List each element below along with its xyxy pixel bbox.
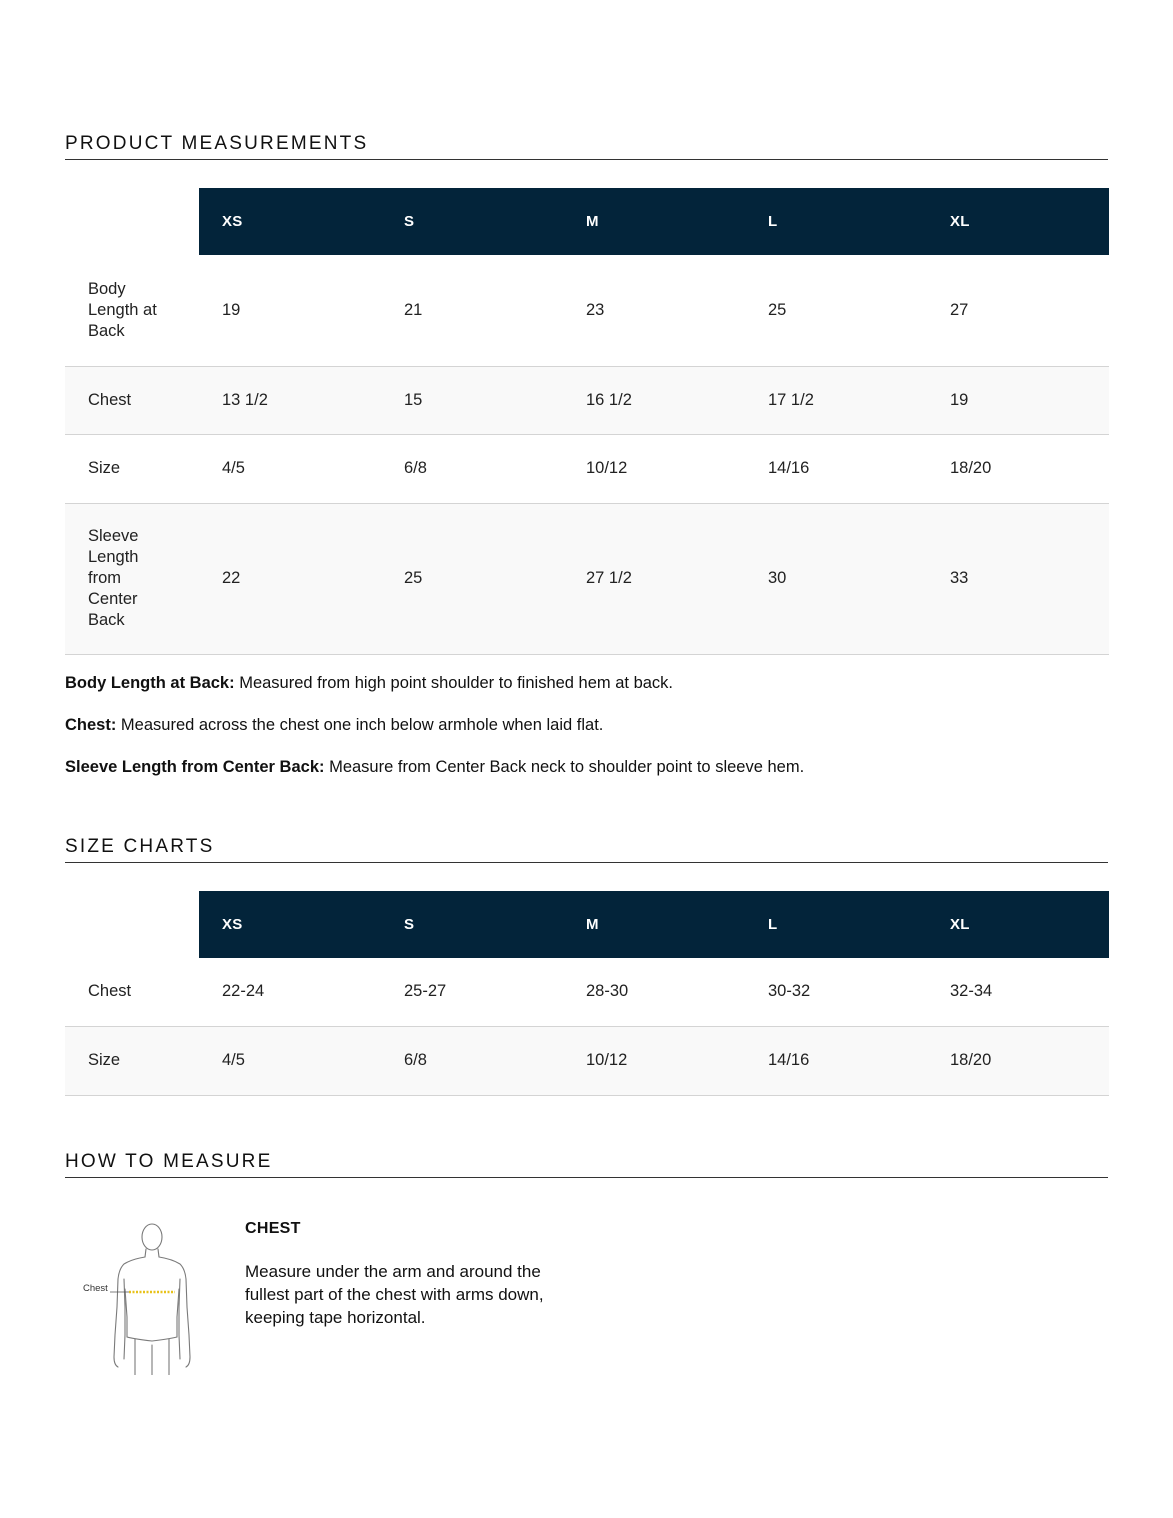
- table-row: [65, 1026, 1109, 1095]
- table-cell: 10/12: [563, 434, 745, 503]
- table-cell: 25: [745, 255, 927, 366]
- table-cell: 32-34: [927, 958, 1109, 1026]
- note-body-length: [65, 673, 1108, 694]
- table-cell: 18/20: [927, 434, 1109, 503]
- instruction-text: Measure under the arm and around the fullest part of the chest with arms down, keeping tape horizontal.: [245, 1262, 544, 1327]
- body-outline-illustration: [80, 1217, 200, 1375]
- column-header-l: L: [745, 188, 927, 255]
- column-header-m: M: [563, 891, 745, 958]
- table-cell: 27: [927, 255, 1109, 366]
- header-blank-cell: [65, 891, 199, 958]
- row-label: Size: [65, 434, 199, 503]
- row-label: Body Length at Back: [65, 255, 199, 366]
- note-term: Sleeve Length from Center Back:: [65, 758, 325, 776]
- table-cell: 22: [199, 503, 381, 654]
- column-header-s: S: [381, 188, 563, 255]
- size-charts-title: SIZE CHARTS: [65, 836, 1108, 863]
- table-cell: 6/8: [381, 434, 563, 503]
- product-measurements-title: PRODUCT MEASUREMENTS: [65, 133, 1108, 160]
- note-text: Measured from high point shoulder to finished hem at back.: [234, 674, 674, 692]
- table-row: [65, 366, 1109, 434]
- figure-chest-label: Chest: [83, 1283, 108, 1294]
- table-cell: 17 1/2: [745, 366, 927, 434]
- product-measurements-table: [65, 188, 1109, 655]
- table-cell: 30-32: [745, 958, 927, 1026]
- row-label: Sleeve Length from Center Back: [65, 503, 199, 654]
- note-term: Chest:: [65, 716, 117, 734]
- table-header-row: [65, 188, 1109, 255]
- instruction-heading: CHEST: [245, 1220, 301, 1237]
- note-sleeve-length: [65, 757, 1108, 778]
- table-cell: 6/8: [381, 1026, 563, 1095]
- chest-measurement-figure: [80, 1217, 200, 1375]
- table-cell: 19: [927, 366, 1109, 434]
- table-cell: 14/16: [745, 434, 927, 503]
- column-header-xl: XL: [927, 891, 1109, 958]
- table-cell: 4/5: [199, 1026, 381, 1095]
- table-cell: 13 1/2: [199, 366, 381, 434]
- table-cell: 23: [563, 255, 745, 366]
- table-cell: 30: [745, 503, 927, 654]
- table-cell: 14/16: [745, 1026, 927, 1095]
- table-row: [65, 503, 1109, 654]
- note-text: Measure from Center Back neck to shoulder point to sleeve hem.: [324, 758, 805, 776]
- table-cell: 16 1/2: [563, 366, 745, 434]
- how-to-measure-title: HOW TO MEASURE: [65, 1151, 1108, 1178]
- table-cell: 10/12: [563, 1026, 745, 1095]
- column-header-xs: XS: [199, 891, 381, 958]
- row-label: Chest: [65, 958, 199, 1026]
- table-cell: 18/20: [927, 1026, 1109, 1095]
- column-header-s: S: [381, 891, 563, 958]
- column-header-l: L: [745, 891, 927, 958]
- row-label: Size: [65, 1026, 199, 1095]
- table-row: [65, 434, 1109, 503]
- row-label: Chest: [65, 366, 199, 434]
- table-cell: 33: [927, 503, 1109, 654]
- table-cell: 19: [199, 255, 381, 366]
- chest-instruction: [245, 1219, 585, 1329]
- table-row: [65, 255, 1109, 366]
- table-row: [65, 958, 1109, 1026]
- table-cell: 4/5: [199, 434, 381, 503]
- measurement-notes: [65, 673, 1108, 799]
- column-header-m: M: [563, 188, 745, 255]
- table-cell: 25: [381, 503, 563, 654]
- header-blank-cell: [65, 188, 199, 255]
- table-cell: 28-30: [563, 958, 745, 1026]
- table-cell: 25-27: [381, 958, 563, 1026]
- table-header-row: [65, 891, 1109, 958]
- size-charts-table: [65, 891, 1109, 1096]
- note-chest: [65, 715, 1108, 736]
- column-header-xs: XS: [199, 188, 381, 255]
- table-cell: 22-24: [199, 958, 381, 1026]
- table-cell: 27 1/2: [563, 503, 745, 654]
- note-term: Body Length at Back:: [65, 674, 235, 692]
- table-cell: 15: [381, 366, 563, 434]
- table-cell: 21: [381, 255, 563, 366]
- column-header-xl: XL: [927, 188, 1109, 255]
- note-text: Measured across the chest one inch below armhole when laid flat.: [116, 716, 604, 734]
